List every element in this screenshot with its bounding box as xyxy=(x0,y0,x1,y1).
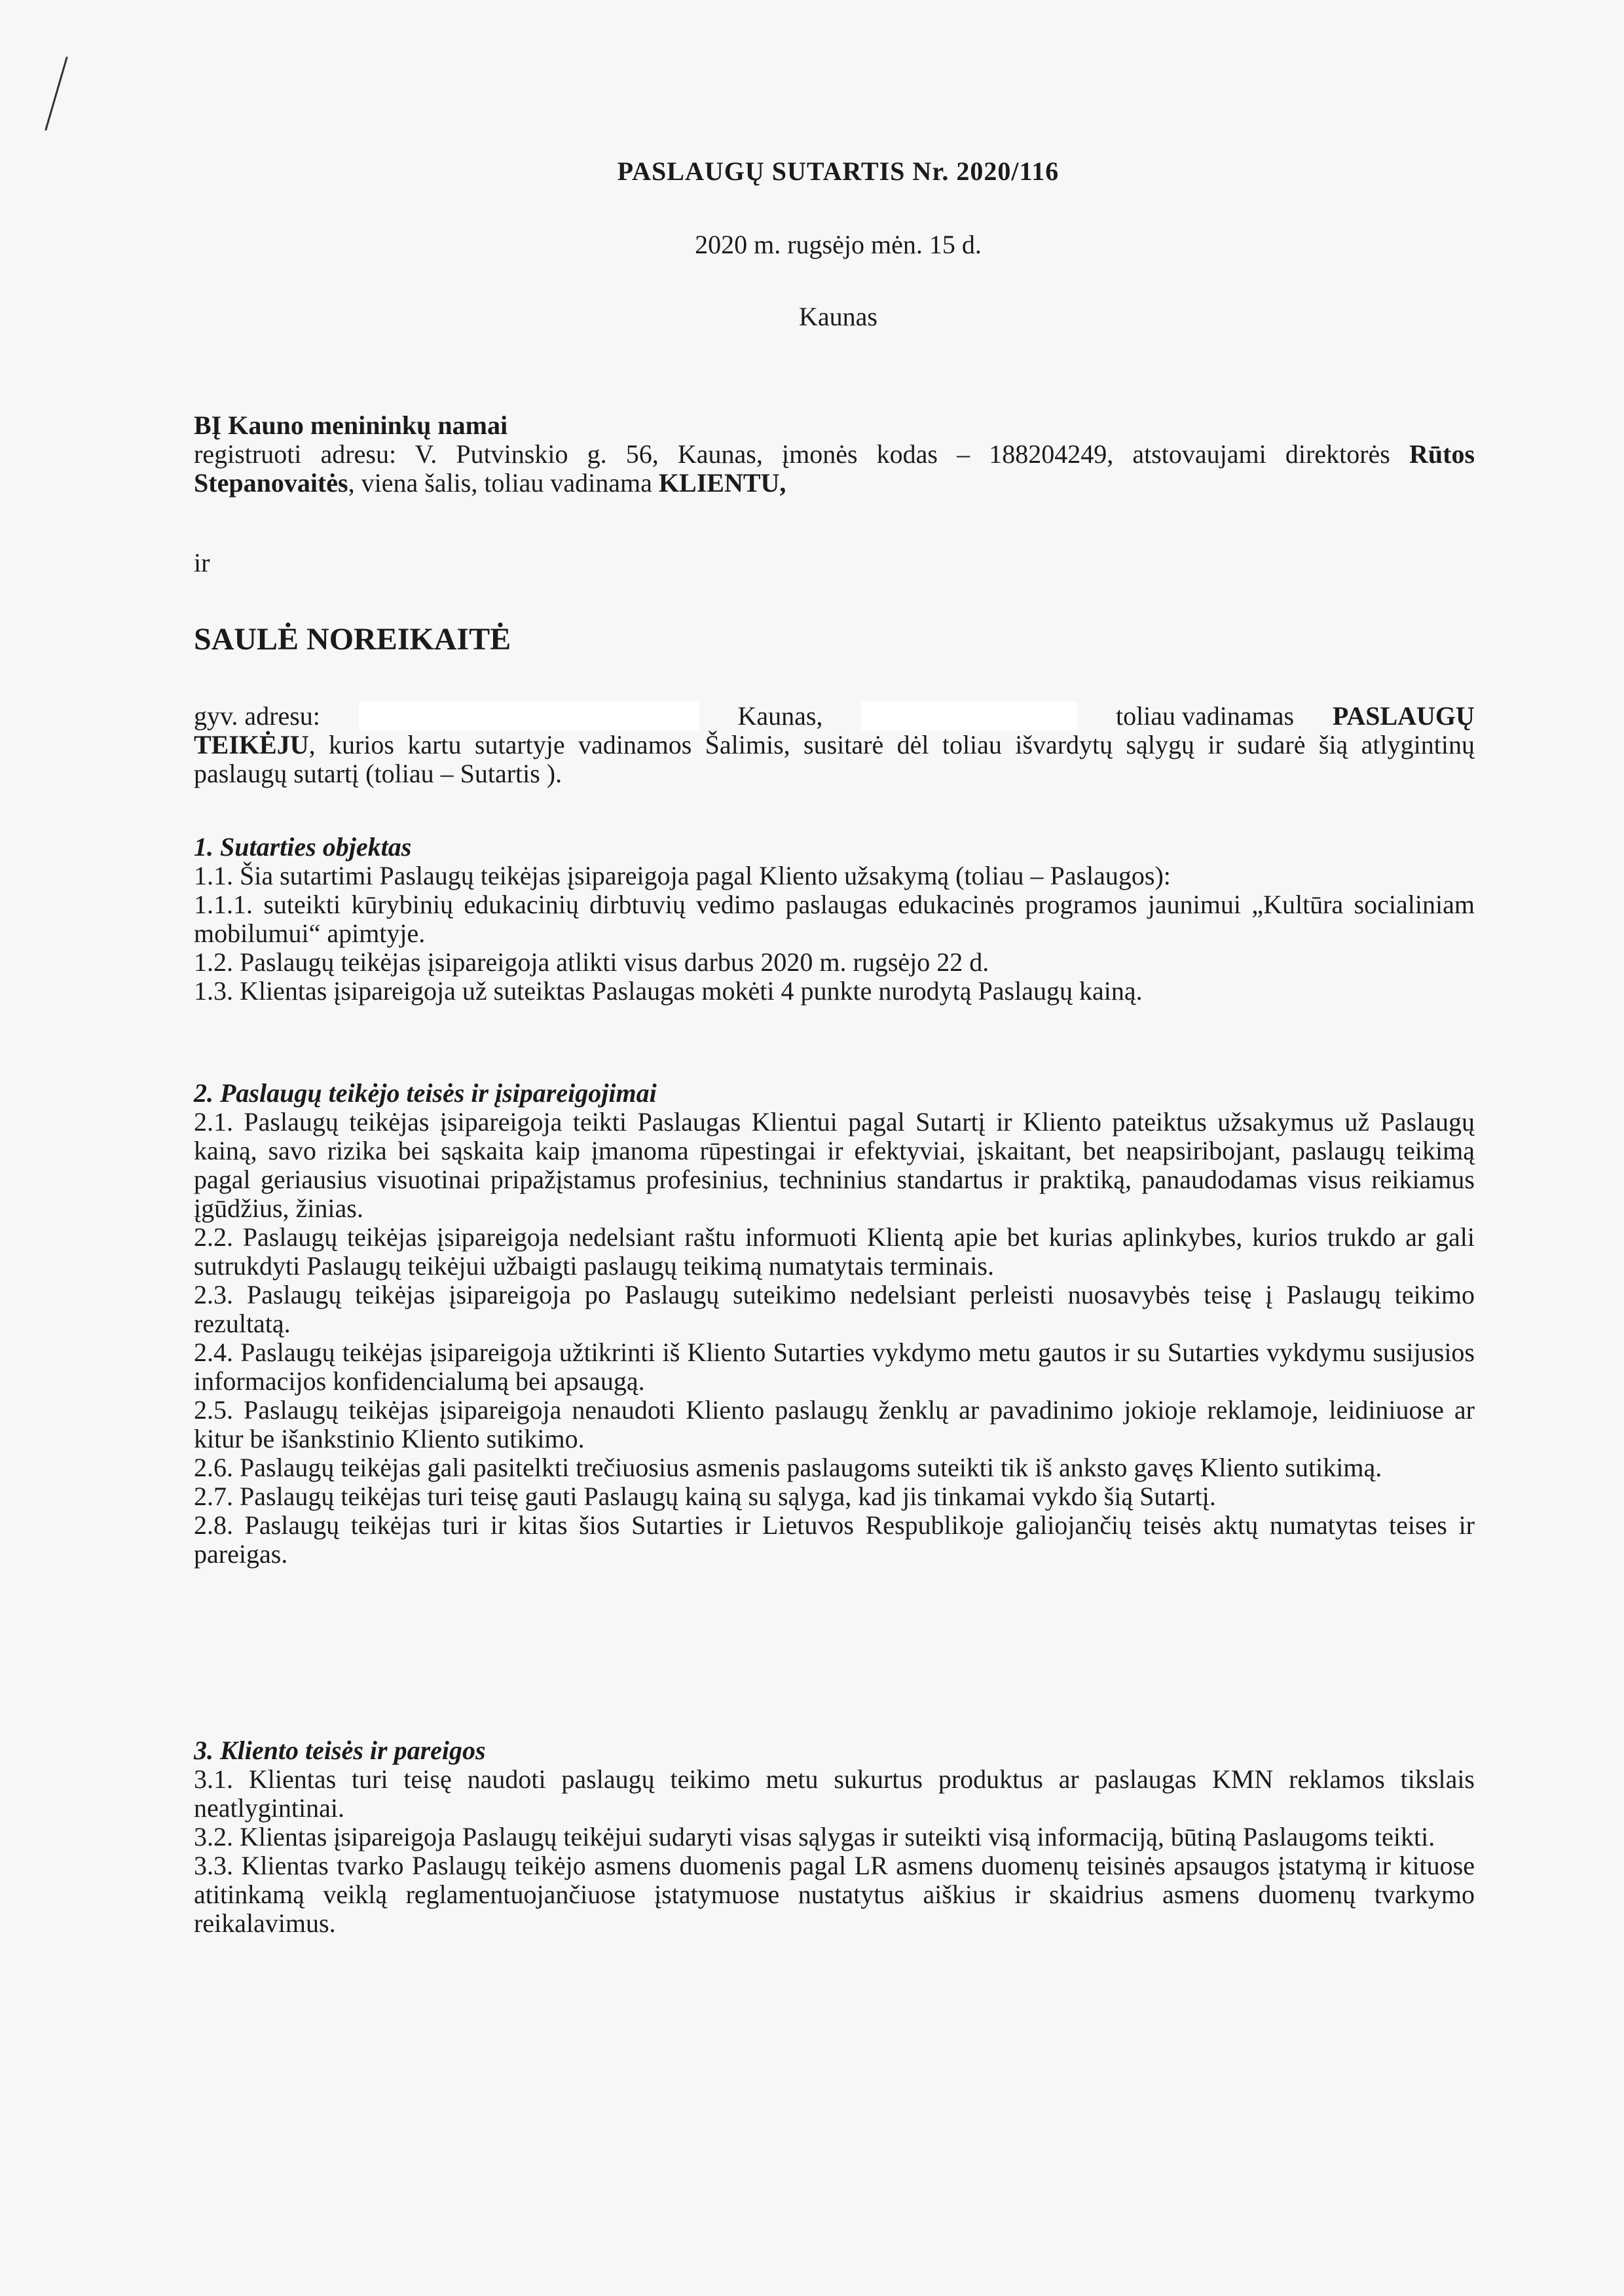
provider-name: SAULĖ NOREIKAITĖ xyxy=(194,622,511,657)
clause-2-5: 2.5. Paslaugų teikėjas įsipareigoja nenaudoti Kliento paslaugų ženklų ar pavadinimo jokioje reklamoje, leidiniuose ar kitur be išankstinio Kliento sutikimo. xyxy=(194,1395,1475,1453)
client-director: Rūtos Stepanovaitės xyxy=(194,439,1475,498)
clause-3-1: 3.1. Klientas turi teisę naudoti paslaugų teikimo metu sukurtus produktus ar paslaugas KMN reklamos tikslais neatlygintinai. xyxy=(194,1764,1475,1823)
clause-3-2: 3.2. Klientas įsipareigoja Paslaugų teikėjui sudaryti visas sąlygas ir suteikti visą informaciją, būtiną Paslaugoms teikti. xyxy=(194,1822,1435,1851)
section-2 xyxy=(194,1079,1475,1569)
handwritten-slash-mark xyxy=(39,52,79,137)
section-title: 3. Kliento teisės ir pareigos xyxy=(194,1736,486,1765)
redacted-address xyxy=(359,702,699,731)
client-details xyxy=(194,440,1475,498)
redacted-personal-code xyxy=(861,702,1077,731)
provider-details xyxy=(194,731,1475,788)
clause-1-2: 1.2. Paslaugų teikėjas įsipareigoja atlikti visus darbus 2020 m. rugsėjo 22 d. xyxy=(194,947,989,977)
provider-address-label: gyv. adresu: xyxy=(194,701,320,731)
clause-2-7: 2.7. Paslaugų teikėjas turi teisę gauti Paslaugų kainą su sąlyga, kad jis tinkamai vykdo šią Sutartį. xyxy=(194,1482,1216,1511)
contract-title: PASLAUGŲ SUTARTIS Nr. 2020/116 xyxy=(617,156,1060,186)
clause-2-2: 2.2. Paslaugų teikėjas įsipareigoja nedelsiant raštu informuoti Klientą apie bet kurias aplinkybes, kurios trukdo ar gali sutrukdyti Paslaugų teikėjui užbaigti paslaugų teikimą numatytais terminais. xyxy=(194,1222,1475,1281)
client-reg-prefix: registruoti adresu: V. Putvinskio g. 56, Kaunas, įmonės kodas – 188204249, atstovaujami direktorės xyxy=(194,439,1390,469)
clause-2-8: 2.8. Paslaugų teikėjas turi ir kitas šios Sutarties ir Lietuvos Respublikoje galiojančių teisės aktų numatytas teises ir pareigas. xyxy=(194,1510,1475,1569)
clause-1-1-1: 1.1.1. suteikti kūrybinių edukacinių dirbtuvių vedimo paslaugas edukacinės programos jaunimui „Kultūra socialiniam mobilumui“ apimtyje. xyxy=(194,890,1475,948)
provider-city: Kaunas, xyxy=(737,701,823,731)
client-name: BĮ Kauno menininkų namai xyxy=(194,410,508,440)
clause-1-3: 1.3. Klientas įsipareigoja už suteiktas Paslaugas mokėti 4 punkte nurodytą Paslaugų kainą. xyxy=(194,976,1143,1006)
client-role: KLIENTU, xyxy=(658,468,786,498)
contract-city: Kaunas xyxy=(799,302,877,331)
section-title: 1. Sutarties objektas xyxy=(194,832,412,862)
clause-3-3: 3.3. Klientas tvarko Paslaugų teikėjo asmens duomenis pagal LR asmens duomenų teisinės apsaugos įstatymą ir kituose atitinkamą veiklą reglamentuojančiuose įstatymuose nustatytus aiškius ir skaidrius asmens duomenų tvarkymo reikalavimus. xyxy=(194,1851,1475,1938)
provider-called: toliau vadinamas xyxy=(1115,701,1295,731)
clause-2-4: 2.4. Paslaugų teikėjas įsipareigoja užtikrinti iš Kliento Sutarties vykdymo metu gautos ir su Sutarties vykdymu susijusios informacijos konfidencialumą bei apsaugą. xyxy=(194,1338,1475,1396)
provider-role-part1: PASLAUGŲ xyxy=(1332,701,1475,731)
provider-rest: , kurios kartu sutartyje vadinamos Šalimis, susitarė dėl toliau išvardytų sąlygų ir sudarė šią atlygintinų paslaugų sutartį (toliau – Sutartis ). xyxy=(194,730,1475,788)
clause-2-1: 2.1. Paslaugų teikėjas įsipareigoja teikti Paslaugas Klientui pagal Sutartį ir Kliento pateiktus užsakymus už Paslaugų kainą, savo rizika bei sąskaita kaip įmanoma rūpestingai ir efektyviai, įskaitant, bet neapsiribojant, paslaugų teikimą pagal geriausius visuotinai pripažįstamus profesinius, techninius standartus ir praktiką, panaudodamas visus reikiamus įgūdžius, žinias. xyxy=(194,1107,1475,1223)
section-1 xyxy=(194,833,1475,1006)
clause-2-3: 2.3. Paslaugų teikėjas įsipareigoja po Paslaugų suteikimo nedelsiant perleisti nuosavybės teisę į Paslaugų teikimo rezultatą. xyxy=(194,1280,1475,1338)
contract-date: 2020 m. rugsėjo mėn. 15 d. xyxy=(695,230,982,259)
section-3 xyxy=(194,1736,1475,1938)
client-block xyxy=(194,411,1475,498)
conjunction: ir xyxy=(194,548,210,577)
client-reg-suffix: , viena šalis, toliau vadinama xyxy=(348,468,652,498)
section-title: 2. Paslaugų teikėjo teisės ir įsipareigojimai xyxy=(194,1078,657,1108)
clause-1-1: 1.1. Šia sutartimi Paslaugų teikėjas įsipareigoja pagal Kliento užsakymą (toliau – Paslaugos): xyxy=(194,861,1171,890)
provider-role-part2: TEIKĖJU xyxy=(194,730,309,759)
clause-2-6: 2.6. Paslaugų teikėjas gali pasitelkti trečiuosius asmenis paslaugoms suteikti tik iš anksto gavęs Kliento sutikimą. xyxy=(194,1453,1382,1482)
provider-block xyxy=(194,702,1475,788)
provider-address-line xyxy=(194,702,1475,731)
